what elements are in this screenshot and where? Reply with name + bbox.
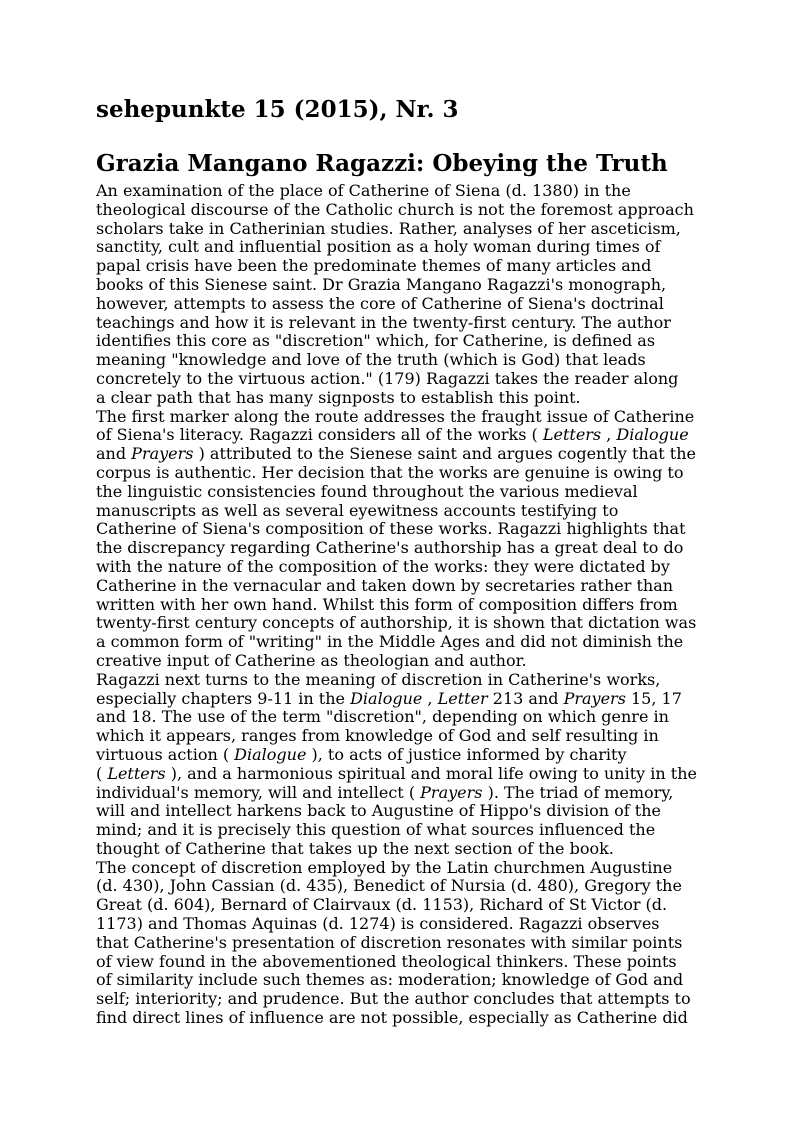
body-text-segment: written with her own hand. Whilst this form of composition differs from bbox=[96, 594, 678, 614]
body-line bbox=[96, 182, 706, 201]
body-text-segment: a common form of "writing" in the Middle Ages and did not diminish the bbox=[96, 632, 684, 652]
body-text-segment: which it appears, ranges from knowledge of God and self resulting in bbox=[96, 726, 659, 746]
body-text-segment: 15, 17 bbox=[625, 688, 682, 708]
body-text-segment: virtuous action ( bbox=[96, 744, 235, 764]
body-line bbox=[96, 971, 706, 990]
body-text-segment: ), and a harmonious spiritual and moral life owing to unity in the bbox=[165, 763, 697, 783]
body-text-segment: meaning "knowledge and love of the truth (which is God) that leads bbox=[96, 350, 646, 370]
body-line bbox=[96, 238, 706, 257]
body-line bbox=[96, 257, 706, 276]
body-line bbox=[96, 295, 706, 314]
body-line bbox=[96, 784, 706, 803]
work-title-italic: Dialogue bbox=[350, 688, 423, 708]
body-text-segment: however, attempts to assess the core of Catherine of Siena's doctrinal bbox=[96, 293, 664, 313]
body-text-segment: ), to acts of justice informed by charity bbox=[306, 744, 627, 764]
body-line bbox=[96, 802, 706, 821]
body-text-segment: scholars take in Catherinian studies. Rather, analyses of her asceticism, bbox=[96, 218, 681, 238]
body-line bbox=[96, 671, 706, 690]
body-text-segment: Catherine in the vernacular and taken down by secretaries rather than bbox=[96, 575, 674, 595]
body-text-segment: identifies this core as "discretion" which, for Catherine, is defined as bbox=[96, 331, 656, 351]
body-line bbox=[96, 633, 706, 652]
work-title-italic: Letters bbox=[542, 425, 602, 445]
body-line bbox=[96, 370, 706, 389]
body-text-segment: Catherine of Siena's composition of these works. Ragazzi highlights that bbox=[96, 519, 686, 539]
body-text-segment: , bbox=[601, 425, 617, 445]
body-line bbox=[96, 408, 706, 427]
work-title-italic: Prayers bbox=[563, 688, 626, 708]
body-text-segment: An examination of the place of Catherine of Siena (d. 1380) in the bbox=[96, 181, 631, 200]
body-text-segment: mind; and it is precisely this question of what sources influenced the bbox=[96, 820, 656, 840]
body-text-segment: will and intellect harkens back to Augustine of Hippo's division of the bbox=[96, 801, 661, 821]
body-line bbox=[96, 934, 706, 953]
body-line bbox=[96, 577, 706, 596]
body-line bbox=[96, 614, 706, 633]
work-title-italic: Prayers bbox=[420, 782, 483, 802]
body-line bbox=[96, 539, 706, 558]
body-text-segment: the linguistic consistencies found throughout the various medieval bbox=[96, 481, 638, 501]
body-line bbox=[96, 220, 706, 239]
body-text-segment: ). The triad of memory, bbox=[482, 782, 674, 802]
body-text-segment: theological discourse of the Catholic church is not the foremost approach bbox=[96, 199, 694, 219]
body-text-segment: sanctity, cult and influential position as a holy woman during times of bbox=[96, 237, 661, 257]
body-text-segment: and bbox=[96, 444, 132, 464]
body-line bbox=[96, 389, 706, 408]
body-text-segment: 213 and bbox=[487, 688, 564, 708]
body-text-segment: individual's memory, will and intellect ( bbox=[96, 782, 421, 802]
journal-issue-heading: sehepunkte 15 (2015), Nr. 3 bbox=[96, 96, 459, 123]
body-text-segment: a clear path that has many signposts to establish this point. bbox=[96, 387, 581, 407]
body-line bbox=[96, 276, 706, 295]
body-text-segment: Great (d. 604), Bernard of Clairvaux (d. 1153), Richard of St Victor (d. bbox=[96, 895, 668, 915]
body-line bbox=[96, 896, 706, 915]
body-text-segment: twenty-first century concepts of authorship, it is shown that dictation was bbox=[96, 613, 697, 633]
body-line bbox=[96, 445, 706, 464]
body-text-segment: teachings and how it is relevant in the twenty-first century. The author bbox=[96, 312, 671, 332]
body-line bbox=[96, 351, 706, 370]
body-line bbox=[96, 915, 706, 934]
body-line bbox=[96, 314, 706, 333]
body-line bbox=[96, 332, 706, 351]
body-text-segment: with the nature of the composition of the works: they were dictated by bbox=[96, 556, 670, 576]
body-text-segment: thought of Catherine that takes up the next section of the book. bbox=[96, 838, 614, 858]
body-text-segment: ( bbox=[96, 763, 108, 783]
body-line bbox=[96, 859, 706, 878]
body-text-segment: ) attributed to the Sienese saint and argues cogently that the bbox=[193, 444, 697, 464]
body-text-segment: The first marker along the route addresses the fraught issue of Catherine bbox=[96, 406, 695, 426]
work-title-italic: Dialogue bbox=[616, 425, 689, 445]
body-text-segment: Ragazzi next turns to the meaning of discretion in Catherine's works, bbox=[96, 669, 661, 689]
work-title-italic: Letters bbox=[107, 763, 166, 783]
body-text-segment: manuscripts as well as several eyewitness accounts testifying to bbox=[96, 500, 619, 520]
body-text-segment: corpus is authentic. Her decision that the works are genuine is owing to bbox=[96, 462, 684, 482]
work-title-italic: Letter bbox=[437, 688, 488, 708]
body-line bbox=[96, 201, 706, 220]
body-line bbox=[96, 558, 706, 577]
body-line bbox=[96, 821, 706, 840]
body-line bbox=[96, 483, 706, 502]
body-line bbox=[96, 746, 706, 765]
article-title: Grazia Mangano Ragazzi: Obeying the Truth bbox=[96, 150, 668, 177]
body-text-segment: find direct lines of influence are not possible, especially as Catherine did bbox=[96, 1008, 688, 1028]
body-text-segment: The concept of discretion employed by the Latin churchmen Augustine bbox=[96, 857, 673, 877]
body-text-segment: of similarity include such themes as: moderation; knowledge of God and bbox=[96, 970, 684, 990]
body-line bbox=[96, 708, 706, 727]
body-line bbox=[96, 727, 706, 746]
body-line bbox=[96, 953, 706, 972]
body-line bbox=[96, 765, 706, 784]
body-text-segment: papal crisis have been the predominate themes of many articles and bbox=[96, 256, 652, 276]
body-text-segment: especially chapters 9-11 in the bbox=[96, 688, 351, 708]
body-line bbox=[96, 502, 706, 521]
body-text-segment: , bbox=[422, 688, 438, 708]
body-text-segment: of Siena's literacy. Ragazzi considers all of the works ( bbox=[96, 425, 543, 445]
body-text-segment: and 18. The use of the term "discretion", depending on which genre in bbox=[96, 707, 669, 727]
body-text-segment: that Catherine's presentation of discretion resonates with similar points bbox=[96, 932, 683, 952]
body-line bbox=[96, 652, 706, 671]
article-body bbox=[96, 182, 706, 1028]
body-text-segment: concretely to the virtuous action." (179) Ragazzi takes the reader along bbox=[96, 368, 679, 388]
body-text-segment: of view found in the abovementioned theological thinkers. These points bbox=[96, 951, 677, 971]
body-text-segment: books of this Sienese saint. Dr Grazia Mangano Ragazzi's monograph, bbox=[96, 274, 667, 294]
work-title-italic: Dialogue bbox=[234, 744, 307, 764]
body-text-segment: self; interiority; and prudence. But the author concludes that attempts to bbox=[96, 989, 691, 1009]
body-line bbox=[96, 426, 706, 445]
body-line bbox=[96, 690, 706, 709]
body-line bbox=[96, 596, 706, 615]
body-line bbox=[96, 520, 706, 539]
body-text-segment: creative input of Catherine as theologian and author. bbox=[96, 650, 527, 670]
body-line bbox=[96, 877, 706, 896]
work-title-italic: Prayers bbox=[131, 444, 194, 464]
body-line bbox=[96, 990, 706, 1009]
body-text-segment: the discrepancy regarding Catherine's authorship has a great deal to do bbox=[96, 538, 684, 558]
body-text-segment: (d. 430), John Cassian (d. 435), Benedict of Nursia (d. 480), Gregory the bbox=[96, 876, 682, 896]
body-line bbox=[96, 464, 706, 483]
body-text-segment: 1173) and Thomas Aquinas (d. 1274) is considered. Ragazzi observes bbox=[96, 914, 660, 934]
body-line bbox=[96, 1009, 706, 1028]
body-line bbox=[96, 840, 706, 859]
document-page bbox=[96, 96, 706, 1028]
